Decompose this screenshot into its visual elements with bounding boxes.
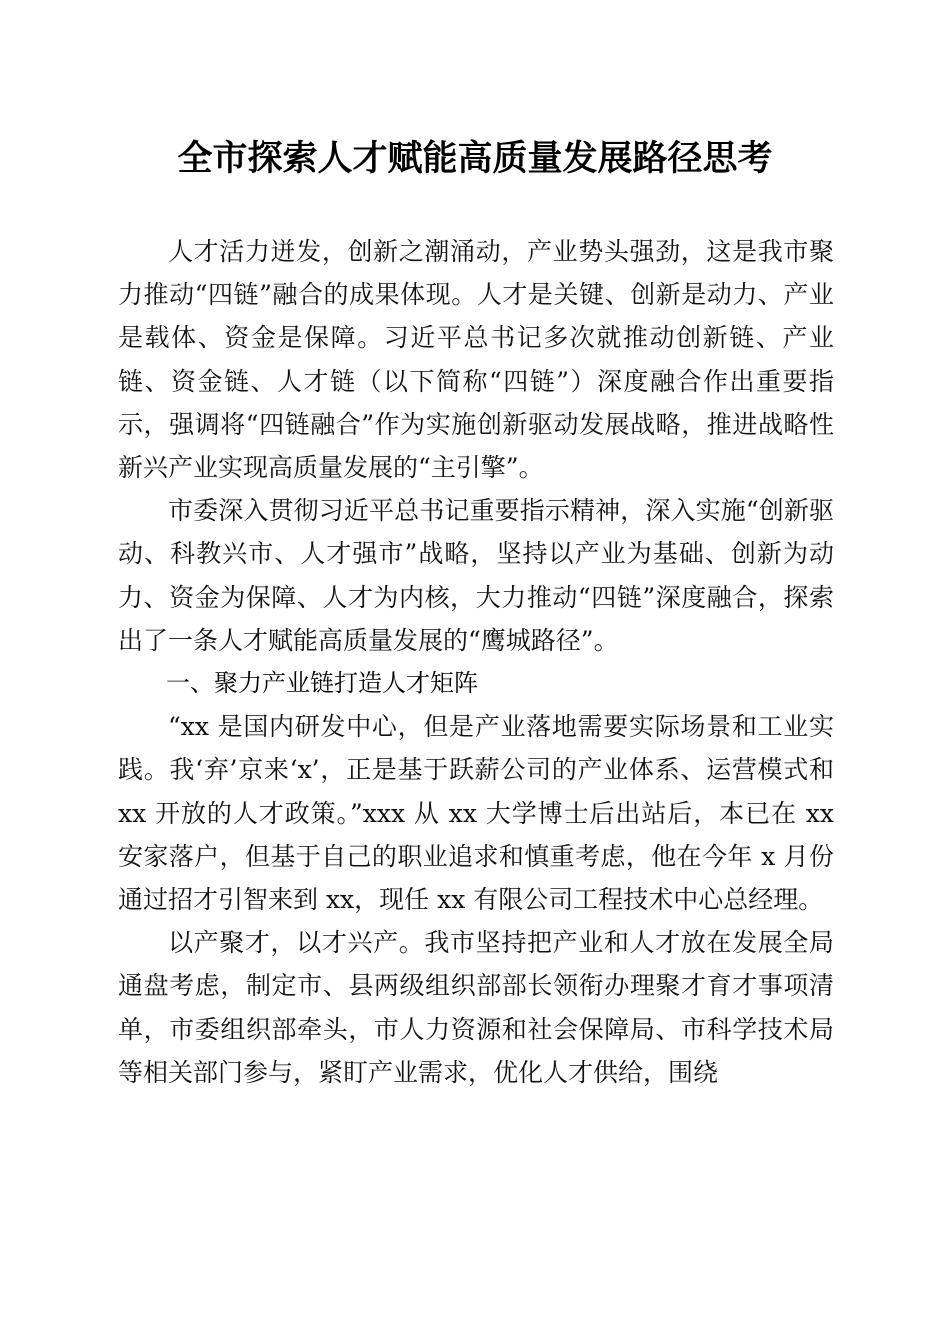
document-body <box>118 230 834 1094</box>
body-paragraph: 市委深入贯彻习近平总书记重要指示精神，深入实施“创新驱动、科教兴市、人才强市”战略，坚持以产业为基础、创新为动力、资金为保障、人才为内核，大力推动“四链”深度融合，探索出了一条人才赋能高质量发展的“鹰城路径”。 <box>118 496 834 655</box>
body-paragraph: 人才活力迸发，创新之潮涌动，产业势头强劲，这是我市聚力推动“四链”融合的成果体现。人才是关键、创新是动力、产业是载体、资金是保障。习近平总书记多次就推动创新链、产业链、资金链、人才链（以下简称“四链”）深度融合作出重要指示，强调将“四链融合”作为实施创新驱动发展战略，推进战略性新兴产业实现高质量发展的“主引擎”。 <box>118 237 834 483</box>
body-paragraph: 以产聚才，以才兴产。我市坚持把产业和人才放在发展全局通盘考虑，制定市、县两级组织部部长领衔办理聚才育才事项清单，市委组织部牵头，市人力资源和社会保障局、市科学技术局等相关部门参与，紧盯产业需求，优化人才供给，围绕 <box>118 928 834 1087</box>
document-title: 全市探索人才赋能高质量发展路径思考 <box>177 138 773 179</box>
body-paragraph: “xx 是国内研发中心，但是产业落地需要实际场景和工业实践。我‘弃’京来‘x’，正是基于跃薪公司的产业体系、运营模式和 xx 开放的人才政策。”xxx 从 xx 大学博士后出站后，本已在 xx 安家落户，但基于自己的职业追求和慎重考虑，他在今年 x 月份通过招才引智来到 xx，现任 xx 有限公司工程技术中心总经理。 <box>118 712 834 915</box>
section-heading: 一、聚力产业链打造人才矩阵 <box>166 669 478 698</box>
